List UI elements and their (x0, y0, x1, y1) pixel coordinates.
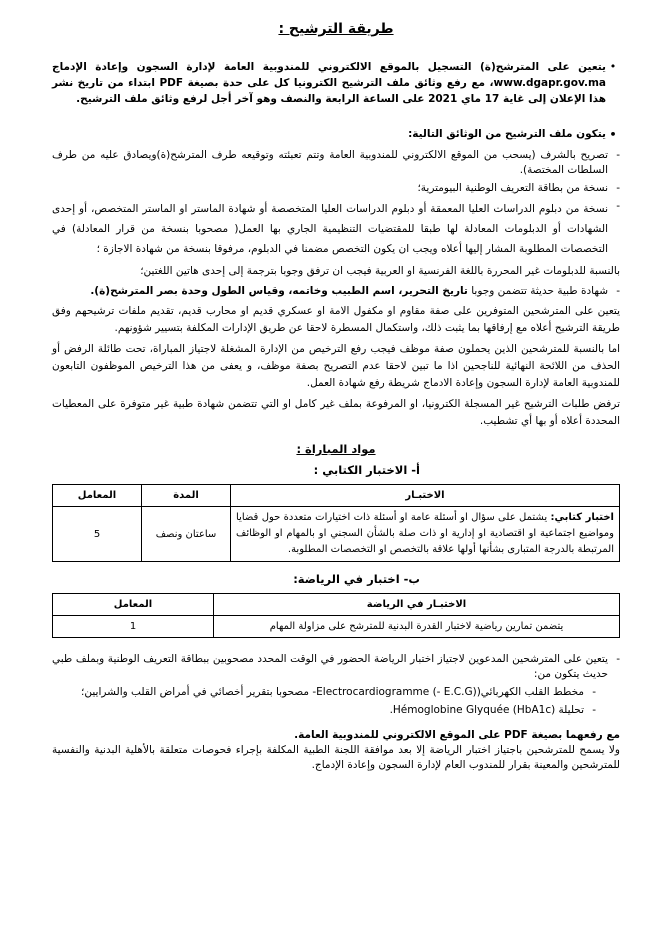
document-item-text: نسخة من بطاقة التعريف الوطنية البيومترية؛ (417, 182, 608, 194)
rejection-paragraph: ترفض طلبات الترشيح غير المسجلة الكترونيا، او المرفوعة بملف غير كامل او التي تتضمن شهادة طبية غير متوفرة على المعطيات المحددة أعلاه أو بها أي تشطيب. (52, 398, 620, 427)
written-exam-duration: ساعتان ونصف (142, 507, 231, 562)
medical-certificate-prefix: شهادة طبية حديثة تتضمن وجوبا (467, 285, 608, 297)
dash-icon: - (616, 653, 620, 665)
dash-icon: - (616, 149, 620, 161)
column-header-duration: المدة (142, 485, 231, 507)
table-row (53, 616, 620, 638)
medical-file-item (52, 703, 620, 718)
sport-exam-coefficient: 1 (53, 616, 214, 638)
column-header-coefficient: المعامل (53, 485, 142, 507)
column-header-exam: الاختبـار (231, 485, 620, 507)
upload-note: مع رفعهما بصيغة PDF على الموقع الالكتروني للمندوبية العامة. (294, 729, 620, 741)
document-item (52, 199, 620, 259)
dash-icon: - (592, 686, 596, 698)
column-header-sport-exam: الاختبـار في الرياضة (214, 594, 620, 616)
column-header-coefficient: المعامل (53, 594, 214, 616)
dash-icon: - (616, 182, 620, 194)
document-item (52, 148, 620, 178)
document-item-medical (52, 284, 620, 299)
intro-block (52, 59, 620, 119)
medical-certificate-text (52, 284, 608, 299)
document-item-text: نسخة من دبلوم الدراسات العليا المعمقة أو دبلوم الدراسات العليا المتخصصة أو شهادة الماستر او الماستر المتخصص، أو إحدى الشهادات أو الدبلومات المعادلة لها طبقا للمقتضيات التنظيمية الجاري بها العمل( مصحوبا بنسخة من قرار المعادلة) في التخصصات المطلوبة المشار إليها أعلاه ويجب ان يكون التخصص مضمنا في الدبلوم، مرفوقا بنسخة من شهادة الاجازة ؛ (52, 203, 608, 255)
dash-icon: - (616, 200, 620, 212)
written-exam-table (52, 484, 620, 562)
sport-exam-table (52, 593, 620, 638)
dash-icon: - (616, 285, 620, 297)
written-exam-label: اختبار كتابي: (550, 512, 614, 523)
bullet-icon: • (609, 128, 617, 141)
document-item-text: تصريح بالشرف (يسحب من الموقع الالكتروني للمندوبية العامة وتتم تعبئته وتوقيعه طرف المترشح(ة)ويصادق عليه من طرف السلطات المختصة). (52, 149, 608, 176)
medical-file-item-text: تحليلة Hémoglobine Glyquée (HbA1c). (389, 704, 584, 716)
sport-requirements-intro: يتعين على المترشحين المدعوين لاجتياز اختبار الرياضة الحضور في الوقت المحدد مصحوبين ببطاقة التعريف الوطنية وبملف طبي حديث يتكون من: (52, 653, 608, 680)
table-header-row (53, 485, 620, 507)
table-header-row (53, 594, 620, 616)
sport-exam-heading: ب- اختبار في الرياضة: (293, 572, 420, 586)
dash-icon: - (592, 704, 596, 716)
veterans-paragraph: يتعين على المترشحين المتوفرين على صفة مقاوم او مكفول الامة او عسكري قديم او محارب قديم، تقديم ملفات ترشيحهم وفق طريقة الترشيح أعلاه مع إرفاقها بما يثبت ذلك، واستكمال المسطرة لاحقا عن طريق الإدارات المكلفة بتسيير شؤونهم. (52, 305, 620, 334)
medical-certificate-requirements: تاريخ التحرير، اسم الطبيب وخاتمه، وقياس الطول وحدة بصر المترشح(ة). (90, 285, 468, 297)
documents-heading: يتكون ملف الترشيح من الوثائق التالية: (408, 128, 606, 140)
written-exam-text: يشتمل على سؤال او أسئلة عامة او أسئلة ذات اختيارات متعددة حول قضايا ومواضيع اجتماعية او اقتصادية او إدارية او ذات صلة بالشأن السجني او بالمهام او الوظائف المرتبطة بالدرجة المتبارى بشأنها أولها علاقة بالتخصص او التخصصات المطلوبة. (236, 512, 614, 555)
medical-committee-note: ولا يسمح للمترشحين باجتياز اختبار الرياضة إلا بعد موافقة اللجنة الطبية المكلفة بإجراء فحوصات متعلقة بالأهلية البدنية والنفسية للمترشحين والمعينة بقرار للمندوب العام لإدارة السجون وإعادة الإدماج. (52, 744, 620, 771)
table-row (53, 507, 620, 562)
document-item (52, 181, 620, 196)
page-title: طريقة الترشيح : (278, 21, 394, 37)
sport-requirements-intro-row (52, 652, 620, 682)
medical-file-item-text: مخطط القلب الكهربائي(Electrocardiogramme (- E.C.G)- مصحوبا بتقرير أخصائي في أمراض القلب والشرايين؛ (81, 686, 584, 698)
written-exam-description (231, 507, 620, 562)
bullet-icon: • (609, 60, 617, 73)
documents-heading-row (52, 127, 620, 142)
sport-exam-description: يتضمن تمارين رياضية لاختبار القدرة البدنية للمترشح على مزاولة المهام (214, 616, 620, 638)
civil-servants-paragraph: اما بالنسبة للمترشحين الذين يحملون صفة موظف فيجب رفع الترخيص من الإدارة المشغلة لاجتياز المباراة، تحت طائلة الرفض أو الحذف من اللائحة النهائية للناجحين اذا ما تبين لاحقا عدم التصريح بصفة موظف، و يعفى من هذا الترخيص الموظفون التابعون للمندوبية العامة لإدارة السجون وإعادة الادماج شريطة رفع شهادة العمل. (52, 343, 620, 389)
sport-requirements-block (52, 652, 620, 773)
foreign-diploma-note: بالنسبة للدبلومات غير المحررة باللغة الفرنسية او العربية فيجب ان ترفق وجوبا بترجمة إلى إحدى هاتين اللغتين؛ (140, 265, 620, 277)
exam-subjects-heading: مواد المباراة : (296, 442, 376, 456)
written-exam-coefficient: 5 (53, 507, 142, 562)
written-exam-heading: أ- الاختبار الكتابي : (313, 463, 420, 477)
intro-text: يتعين على المترشح(ة) التسجيل بالموقع الالكتروني للمندوبية العامة لإدارة السجون وإعادة الإدماج www.dgapr.gov.ma، مع رفع وثائق ملف الترشيح الكترونيا كل على حدة بصيغة PDF ابتداء من تاريخ نشر هذا الإعلان إلى غاية 17 ماي 2021 على الساعة الرابعة والنصف وهو آخر أجل لرفع وثائق ملف الترشيح. (52, 61, 607, 105)
medical-file-item (52, 685, 620, 700)
